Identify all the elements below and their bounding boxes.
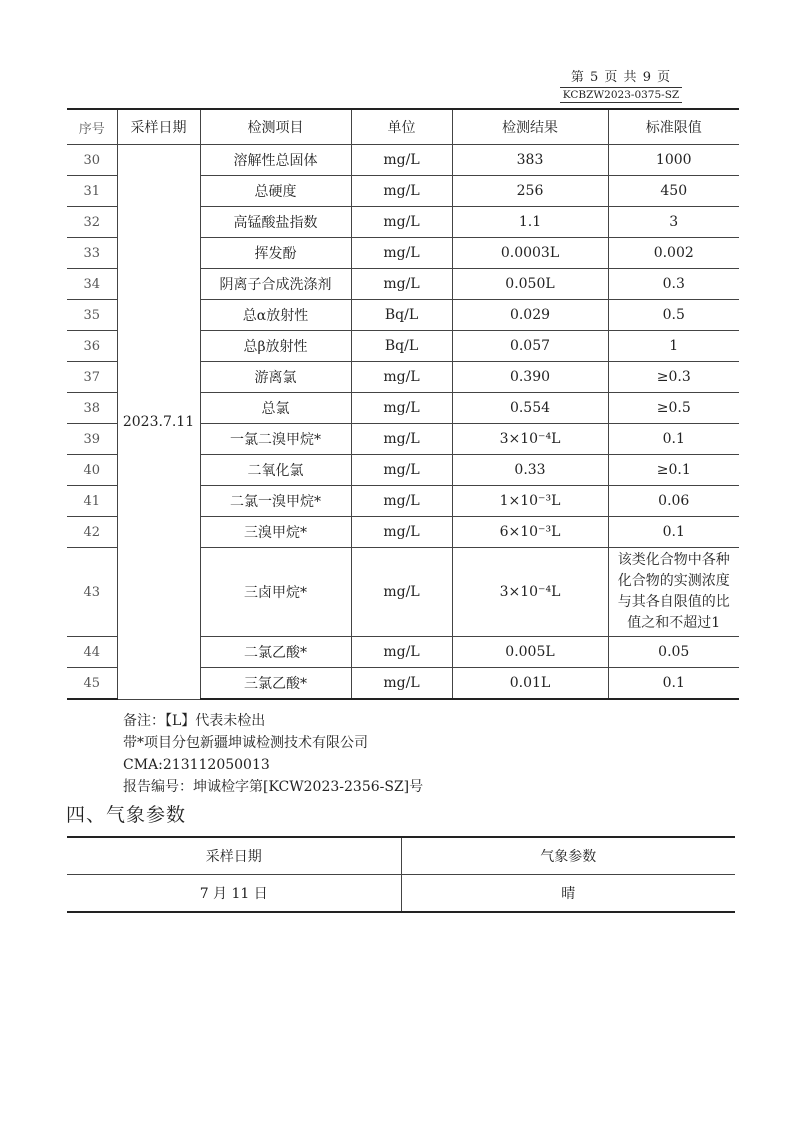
row-unit: mg/L [351, 486, 452, 517]
row-no: 35 [67, 300, 117, 331]
row-limit: 该类化合物中各种化合物的实测浓度与其各自限值的比值之和不超过1 [608, 548, 739, 637]
row-limit: 450 [608, 176, 739, 207]
page-indicator: 第 5 页 共 9 页 [570, 70, 672, 85]
row-result: 0.390 [452, 362, 608, 393]
row-result: 1×10⁻³L [452, 486, 608, 517]
row-limit: 1 [608, 331, 739, 362]
row-result: 383 [452, 145, 608, 176]
row-limit: 0.3 [608, 269, 739, 300]
remark-subcontract: 带*项目分包新疆坤诚检测技术有限公司 [123, 735, 368, 751]
col-header-weather: 气象参数 [401, 837, 735, 875]
row-unit: Bq/L [351, 331, 452, 362]
row-item: 阴离子合成洗涤剂 [200, 269, 351, 300]
row-item: 游离氯 [200, 362, 351, 393]
row-unit: mg/L [351, 424, 452, 455]
row-no: 39 [67, 424, 117, 455]
col-header-unit: 单位 [351, 109, 452, 145]
col-header-no: 序号 [67, 109, 117, 145]
row-no: 45 [67, 668, 117, 700]
report-code: KCBZW2023-0375-SZ [560, 87, 682, 103]
row-no: 32 [67, 207, 117, 238]
row-unit: mg/L [351, 362, 452, 393]
row-result: 256 [452, 176, 608, 207]
row-item: 总α放射性 [200, 300, 351, 331]
weather-value: 晴 [401, 875, 735, 913]
row-no: 44 [67, 637, 117, 668]
row-no: 38 [67, 393, 117, 424]
row-limit: 0.1 [608, 424, 739, 455]
row-no: 42 [67, 517, 117, 548]
row-result: 3×10⁻⁴L [452, 424, 608, 455]
results-table [67, 108, 739, 700]
row-limit: 0.06 [608, 486, 739, 517]
row-unit: mg/L [351, 145, 452, 176]
row-result: 0.005L [452, 637, 608, 668]
remark-cma: CMA:213112050013 [123, 757, 270, 773]
row-limit: 0.05 [608, 637, 739, 668]
row-unit: mg/L [351, 269, 452, 300]
sample-date-cell: 2023.7.11 [117, 145, 200, 700]
results-table-header [67, 109, 739, 145]
row-limit: 0.002 [608, 238, 739, 269]
row-limit: 1000 [608, 145, 739, 176]
row-item: 三溴甲烷* [200, 517, 351, 548]
row-item: 二氯乙酸* [200, 637, 351, 668]
row-item: 总β放射性 [200, 331, 351, 362]
weather-table [67, 836, 735, 913]
row-item: 三卤甲烷* [200, 548, 351, 637]
row-item: 溶解性总固体 [200, 145, 351, 176]
page-header [560, 66, 682, 103]
row-item: 二氧化氯 [200, 455, 351, 486]
row-item: 总氯 [200, 393, 351, 424]
row-limit: ≥0.3 [608, 362, 739, 393]
row-result: 0.029 [452, 300, 608, 331]
remarks [123, 710, 423, 798]
row-no: 36 [67, 331, 117, 362]
row-unit: mg/L [351, 393, 452, 424]
row-item: 挥发酚 [200, 238, 351, 269]
row-no: 40 [67, 455, 117, 486]
row-unit: mg/L [351, 455, 452, 486]
col-header-limit: 标准限值 [608, 109, 739, 145]
row-unit: mg/L [351, 207, 452, 238]
remark-not-detected: 备注：【L】代表未检出 [123, 713, 266, 729]
row-limit: ≥0.1 [608, 455, 739, 486]
col-header-result: 检测结果 [452, 109, 608, 145]
table-row [67, 875, 735, 913]
col-header-sample-date: 采样日期 [67, 837, 401, 875]
row-limit: ≥0.5 [608, 393, 739, 424]
row-limit: 0.1 [608, 668, 739, 700]
row-no: 41 [67, 486, 117, 517]
row-result: 1.1 [452, 207, 608, 238]
col-header-date: 采样日期 [117, 109, 200, 145]
row-limit: 0.1 [608, 517, 739, 548]
row-item: 三氯乙酸* [200, 668, 351, 700]
row-unit: mg/L [351, 668, 452, 700]
row-no: 31 [67, 176, 117, 207]
remark-report-number: 报告编号：坤诚检字第[KCW2023-2356-SZ]号 [123, 779, 424, 795]
weather-date: 7 月 11 日 [67, 875, 401, 913]
row-result: 0.057 [452, 331, 608, 362]
row-result: 0.01L [452, 668, 608, 700]
row-unit: mg/L [351, 176, 452, 207]
row-result: 0.33 [452, 455, 608, 486]
row-unit: mg/L [351, 637, 452, 668]
row-result: 0.554 [452, 393, 608, 424]
row-item: 二氯一溴甲烷* [200, 486, 351, 517]
weather-table-header [67, 837, 735, 875]
row-result: 0.050L [452, 269, 608, 300]
row-unit: Bq/L [351, 300, 452, 331]
row-no: 33 [67, 238, 117, 269]
row-result: 3×10⁻⁴L [452, 548, 608, 637]
row-result: 6×10⁻³L [452, 517, 608, 548]
col-header-item: 检测项目 [200, 109, 351, 145]
row-item: 一氯二溴甲烷* [200, 424, 351, 455]
row-unit: mg/L [351, 548, 452, 637]
row-item: 总硬度 [200, 176, 351, 207]
row-limit: 0.5 [608, 300, 739, 331]
table-row [67, 145, 739, 176]
row-item: 高锰酸盐指数 [200, 207, 351, 238]
row-no: 34 [67, 269, 117, 300]
row-result: 0.0003L [452, 238, 608, 269]
row-no: 43 [67, 548, 117, 637]
row-unit: mg/L [351, 517, 452, 548]
section-title-weather: 四、气象参数 [66, 804, 187, 826]
row-no: 37 [67, 362, 117, 393]
row-limit: 3 [608, 207, 739, 238]
row-unit: mg/L [351, 238, 452, 269]
row-no: 30 [67, 145, 117, 176]
